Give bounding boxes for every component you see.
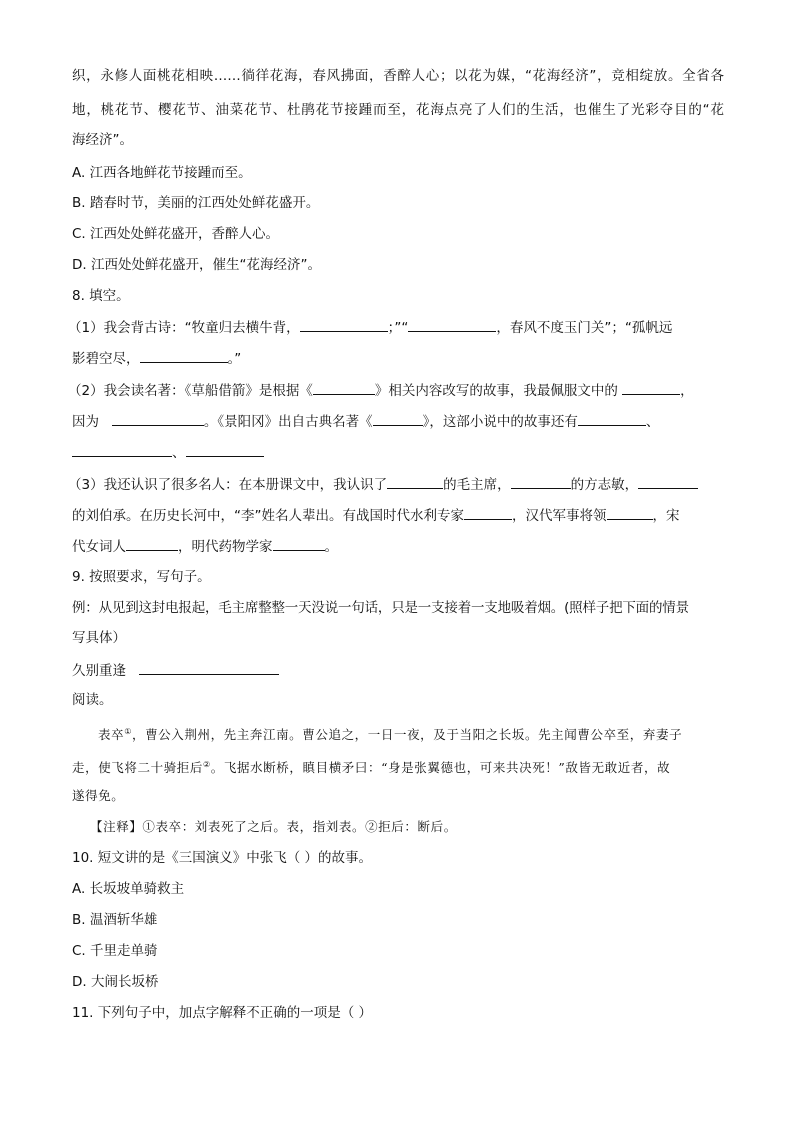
- q9-prompt: 久别重逢: [72, 663, 126, 679]
- classical-text: 走，使飞将二十骑拒后: [72, 760, 204, 776]
- q9-example-line1: 例：从见到这封电报起，毛主席整整一天没说一句话，只是一支接着一支地吸着烟。(照样子把下面的情景: [72, 600, 689, 616]
- q7-option-a: A. 江西各地鲜花节接踵而至。: [72, 165, 252, 181]
- answer-blank[interactable]: [511, 474, 571, 489]
- q10-option-b: B. 温酒斩华雄: [72, 912, 158, 928]
- answer-blank[interactable]: [373, 411, 423, 426]
- q8-p3-text-h: ，明代药物学家: [178, 539, 273, 555]
- q8-p3-text-f: ，宋: [652, 508, 680, 524]
- classical-line-3: 遂得免。: [72, 788, 125, 803]
- answer-blank[interactable]: [300, 317, 388, 332]
- classical-line-1: [98, 722, 724, 745]
- q8-part3-line1: [68, 474, 724, 495]
- q8-p2-text-a: （2）我会读名著：《草船借箭》是根据《: [68, 383, 313, 399]
- q9-example-line2: 写具体）: [72, 630, 126, 646]
- passage-line-2: 地，桃花节、樱花节、油菜花节、杜鹃花节接踵而至，花海点亮了人们的生活，也催生了光彩夺目的“花: [72, 102, 724, 118]
- q9-prompt-line: [72, 660, 724, 681]
- q10-option-d: D. 大闹长坂桥: [72, 974, 159, 990]
- q8-p3-text-g: 代女词人: [72, 539, 126, 555]
- answer-blank[interactable]: [607, 505, 653, 520]
- answer-blank[interactable]: [622, 380, 680, 395]
- answer-blank[interactable]: [408, 317, 496, 332]
- q7-option-d: D. 江西处处鲜花盛开，催生“花海经济”。: [72, 257, 321, 273]
- q10-title: 10. 短文讲的是《三国演义》中张飞（ ）的故事。: [72, 850, 373, 866]
- footnote-marker: ②: [203, 760, 211, 769]
- q8-part1-line2: [72, 348, 724, 369]
- classical-text: 表卒: [98, 727, 125, 743]
- q8-p2-text-e: 。《景阳冈》出自古典名著《: [203, 414, 373, 430]
- q8-part3-line2: [72, 505, 724, 526]
- footnote-marker: ①: [124, 727, 132, 736]
- answer-blank[interactable]: [464, 505, 512, 520]
- q8-p3-text-i: 。: [324, 539, 338, 555]
- answer-blank[interactable]: [578, 411, 646, 426]
- answer-blank[interactable]: [273, 536, 325, 551]
- q11-title: 11. 下列句子中，加点字解释不正确的一项是（ ）: [72, 1005, 373, 1021]
- answer-blank[interactable]: [638, 474, 698, 489]
- answer-blank[interactable]: [112, 411, 204, 426]
- q7-option-b: B. 踏春时节，美丽的江西处处鲜花盛开。: [72, 195, 320, 211]
- q8-part1-line1: [68, 317, 724, 338]
- q8-p2-text-g: 、: [645, 414, 660, 430]
- q8-part2-line3: [72, 442, 724, 463]
- answer-blank[interactable]: [387, 474, 443, 489]
- q10-option-c: C. 千里走单骑: [72, 943, 158, 959]
- q8-p3-text-a: （3）我还认识了很多名人：在本册课文中，我认识了: [68, 477, 388, 493]
- reading-label: 阅读。: [72, 692, 113, 708]
- passage-line-3: 海经济”。: [72, 132, 133, 148]
- q8-p1-text-d: 影碧空尽，: [72, 351, 140, 367]
- answer-blank[interactable]: [139, 660, 279, 675]
- q8-p2-text-c: ，: [680, 383, 694, 399]
- q8-p2-text-d: 因为: [72, 414, 99, 430]
- q8-part3-line3: [72, 536, 724, 557]
- classical-text: ，曹公入荆州，先主奔江南。曹公追之，一日一夜，及于当阳之长坂。先主闻曹公卒至，弃妻子: [131, 727, 683, 743]
- classical-note: 【注释】①表卒：刘表死了之后。表，指刘表。②拒后：断后。: [90, 819, 457, 834]
- q8-p1-text-a: （1）我会背古诗：“牧童归去横牛背，: [68, 320, 300, 336]
- q8-p3-text-c: 的方志敏，: [570, 477, 639, 493]
- q8-p3-text-d: 的刘伯承。在历史长河中，“李”姓名人辈出。有战国时代水利专家: [72, 508, 464, 524]
- q8-p1-text-b: ；”“: [387, 320, 409, 336]
- answer-blank[interactable]: [72, 442, 172, 457]
- q8-p2-text-b: 》相关内容改写的故事，我最佩服文中的: [374, 383, 618, 399]
- q8-p1-text-e: 。”: [227, 351, 242, 367]
- q9-title: 9. 按照要求，写句子。: [72, 569, 211, 585]
- q8-p3-text-b: 的毛主席，: [443, 477, 511, 493]
- q8-title: 8. 填空。: [72, 288, 130, 304]
- answer-blank[interactable]: [313, 380, 375, 395]
- answer-blank[interactable]: [186, 442, 264, 457]
- q8-part2-line2: [72, 411, 724, 432]
- q8-p1-text-c: ，春风不度玉门关”；“孤帆远: [496, 320, 673, 336]
- q8-part2-line1: [68, 380, 724, 401]
- answer-blank[interactable]: [126, 536, 178, 551]
- answer-blank[interactable]: [140, 348, 228, 363]
- q8-p2-text-f: 》，这部小说中的故事还有: [422, 414, 578, 430]
- classical-text: 。飞据水断桥，瞋目横矛曰：“身是张翼德也，可来共决死！”敌皆无敢近者，故: [210, 760, 671, 776]
- q8-p3-text-e: ，汉代军事将领: [512, 508, 607, 524]
- q10-option-a: A. 长坂坡单骑救主: [72, 881, 185, 897]
- passage-line-1: 织，永修人面桃花相映……徜徉花海，春风拂面，香醉人心；以花为媒，“花海经济”，竞相绽放。全省各: [72, 68, 724, 84]
- classical-line-2: [72, 755, 724, 778]
- q8-p2-text-h: 、: [172, 445, 186, 461]
- q7-option-c: C. 江西处处鲜花盛开，香醉人心。: [72, 226, 280, 242]
